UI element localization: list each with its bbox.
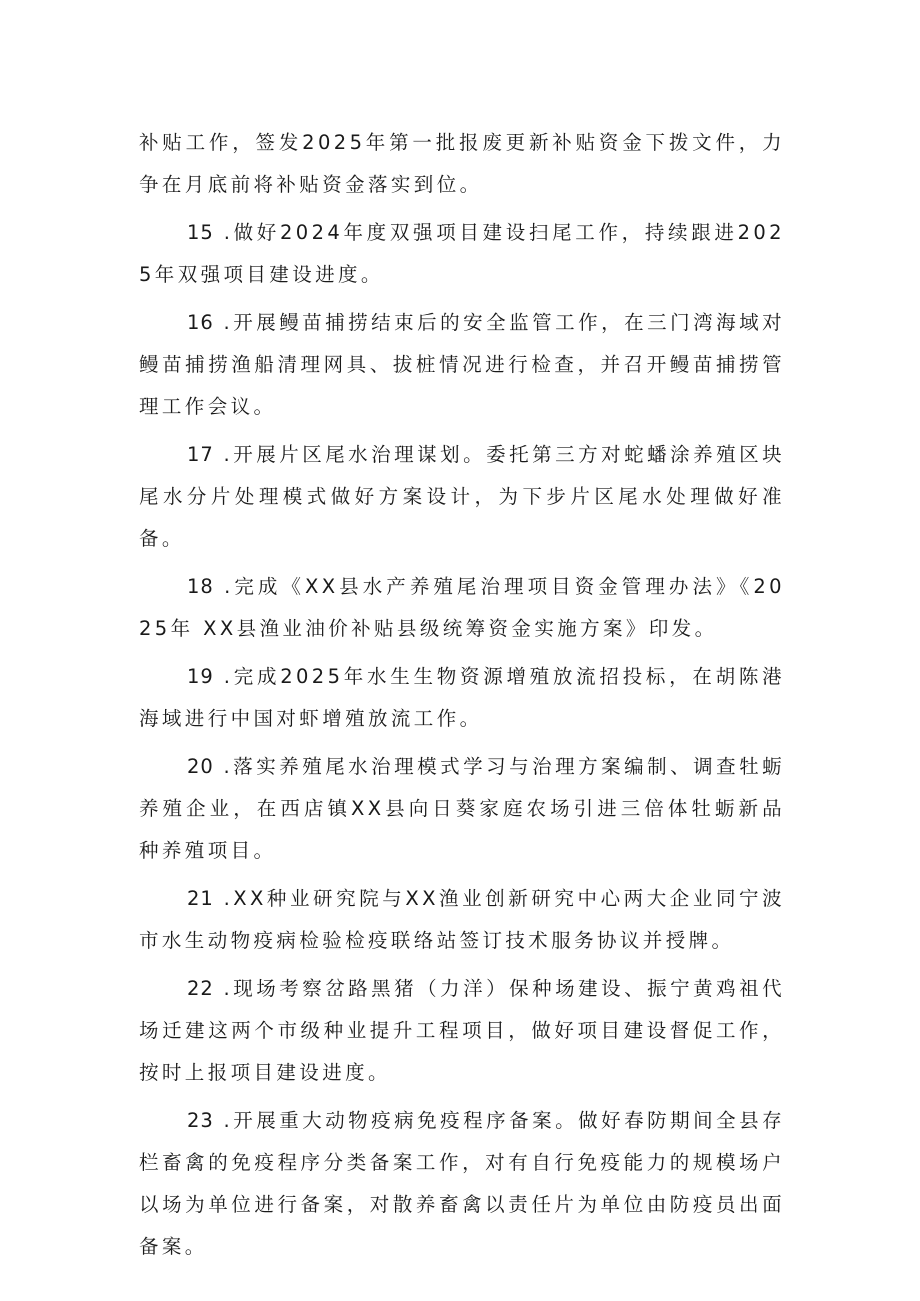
item-number: 23 (187, 1109, 214, 1132)
paragraph-item-23 (139, 1100, 785, 1268)
item-number: 18 (187, 575, 214, 598)
paragraph-text: .落实养殖尾水治理模式学习与治理方案编制、调查牡蛎养殖企业，在西店镇XX县向日葵家庭农场引进三倍体牡蛎新品种养殖项目。 (139, 755, 785, 862)
paragraph-item-19 (139, 656, 785, 740)
paragraph-continuation (139, 122, 785, 206)
item-number: 21 (187, 887, 214, 910)
item-number: 19 (187, 665, 214, 688)
paragraph-text: .做好2024年度双强项目建设扫尾工作，持续跟进2025年双强项目建设进度。 (139, 221, 785, 286)
item-number: 17 (187, 443, 214, 466)
paragraph-item-21 (139, 878, 785, 962)
paragraph-text: .现场考察岔路黑猪（力洋）保种场建设、振宁黄鸡祖代场迁建这两个市级种业提升工程项目，做好项目建设督促工作，按时上报项目建设进度。 (139, 977, 785, 1084)
paragraph-text: .开展鳗苗捕捞结束后的安全监管工作，在三门湾海域对鳗苗捕捞渔船清理网具、拔桩情况进行检查，并召开鳗苗捕捞管理工作会议。 (139, 311, 785, 418)
item-number: 16 (187, 311, 214, 334)
paragraph-text: 补贴工作，签发2025年第一批报废更新补贴资金下拨文件，力争在月底前将补贴资金落实到位。 (139, 131, 785, 196)
item-number: 15 (187, 221, 214, 244)
item-number: 20 (187, 755, 214, 778)
item-number: 22 (187, 977, 214, 1000)
paragraph-item-15 (139, 212, 785, 296)
paragraph-text: .开展片区尾水治理谋划。委托第三方对蛇蟠涂养殖区块尾水分片处理模式做好方案设计，为下步片区尾水处理做好准备。 (139, 443, 785, 550)
paragraph-item-18 (139, 566, 785, 650)
paragraph-item-17 (139, 434, 785, 560)
paragraph-text: .开展重大动物疫病免疫程序备案。做好春防期间全县存栏畜禽的免疫程序分类备案工作，对有自行免疫能力的规模场户以场为单位进行备案，对散养畜禽以责任片为单位由防疫员出面备案。 (139, 1109, 785, 1258)
paragraph-text: .完成2025年水生生物资源增殖放流招投标，在胡陈港海域进行中国对虾增殖放流工作。 (139, 665, 785, 730)
paragraph-text: .XX种业研究院与XX渔业创新研究中心两大企业同宁波市水生动物疫病检验检疫联络站签订技术服务协议并授牌。 (139, 887, 785, 952)
paragraph-item-22 (139, 968, 785, 1094)
paragraph-item-20 (139, 746, 785, 872)
paragraph-text: .完成《XX县水产养殖尾治理项目资金管理办法》《2025年 XX县渔业油价补贴县级统筹资金实施方案》印发。 (139, 575, 785, 640)
paragraph-item-16 (139, 302, 785, 428)
document-body (139, 122, 785, 1274)
